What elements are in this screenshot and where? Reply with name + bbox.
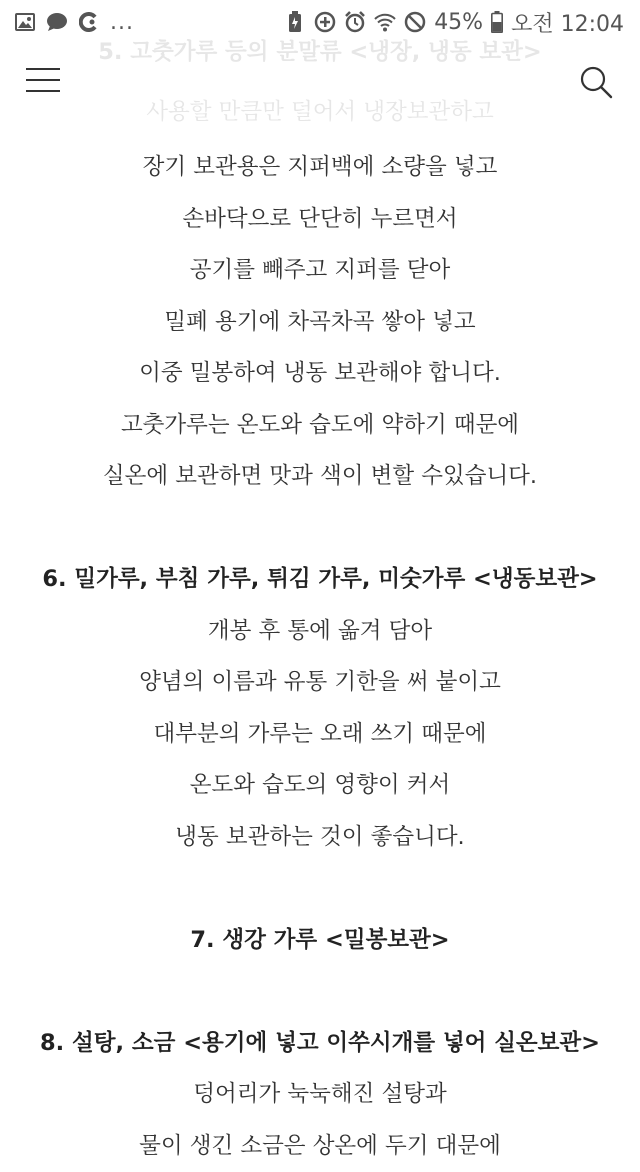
article-line: 양념의 이름과 유통 기한을 써 붙이고 xyxy=(0,657,640,709)
article-line: 덩어리가 눅눅해진 설탕과 xyxy=(0,1069,640,1121)
article-line: 공기를 빼주고 지퍼를 닫아 xyxy=(0,245,640,297)
article-line: 이중 밀봉하여 냉동 보관해야 합니다. xyxy=(0,348,640,400)
article-line: 냉동 보관하는 것이 좋습니다. xyxy=(0,812,640,864)
article-line-faded: 사용할 만큼만 덜어서 냉장보관하고 xyxy=(0,82,640,142)
image-icon xyxy=(14,11,36,33)
c-app-icon xyxy=(78,11,100,33)
data-saver-icon xyxy=(314,11,336,33)
article-line: 온도와 습도의 영향이 커서 xyxy=(0,760,640,812)
article-line-faded: 5. 고춧가루 등의 분말류 <냉장, 냉동 보관> xyxy=(0,22,640,82)
article-line: 손바닥으로 단단히 누르면서 xyxy=(0,194,640,246)
section-heading: 8. 설탕, 소금 <용기에 넣고 이쑤시개를 넣어 실온보관> xyxy=(0,1018,640,1070)
hamburger-menu-icon[interactable] xyxy=(26,66,62,96)
battery-percentage: 45% xyxy=(434,10,483,35)
clock: 오전 12:04 xyxy=(511,7,624,38)
status-bar-right xyxy=(284,7,624,38)
section-heading: 6. 밀가루, 부침 가루, 튀김 가루, 미숫가루 <냉동보관> xyxy=(0,554,640,606)
article-line: 장기 보관용은 지퍼백에 소량을 넣고 xyxy=(0,142,640,194)
alarm-icon xyxy=(344,11,366,33)
battery-icon xyxy=(491,11,503,33)
spacer xyxy=(0,863,640,915)
article-line: 고춧가루는 온도와 습도에 약하기 때문에 xyxy=(0,400,640,452)
search-icon[interactable] xyxy=(578,64,614,100)
section-heading: 7. 생강 가루 <밀봉보관> xyxy=(0,915,640,967)
article-line: 밀폐 용기에 차곡차곡 쌓아 넣고 xyxy=(0,297,640,349)
article-line: 물이 생긴 소금은 상온에 두기 대문에 xyxy=(0,1121,640,1172)
article-body xyxy=(0,22,640,1172)
more-notifications-indicator: ... xyxy=(110,10,134,35)
spacer xyxy=(0,966,640,1018)
chat-bubble-icon xyxy=(46,11,68,33)
status-bar xyxy=(0,0,640,44)
spacer xyxy=(0,503,640,555)
dnd-icon xyxy=(404,11,426,33)
article-line: 개봉 후 통에 옮겨 담아 xyxy=(0,606,640,658)
wifi-icon xyxy=(374,11,396,33)
battery-saver-icon xyxy=(284,11,306,33)
article-line: 실온에 보관하면 맛과 색이 변할 수있습니다. xyxy=(0,451,640,503)
article-line: 대부분의 가루는 오래 쓰기 때문에 xyxy=(0,709,640,761)
status-bar-left xyxy=(14,10,134,35)
app-header xyxy=(0,44,640,124)
